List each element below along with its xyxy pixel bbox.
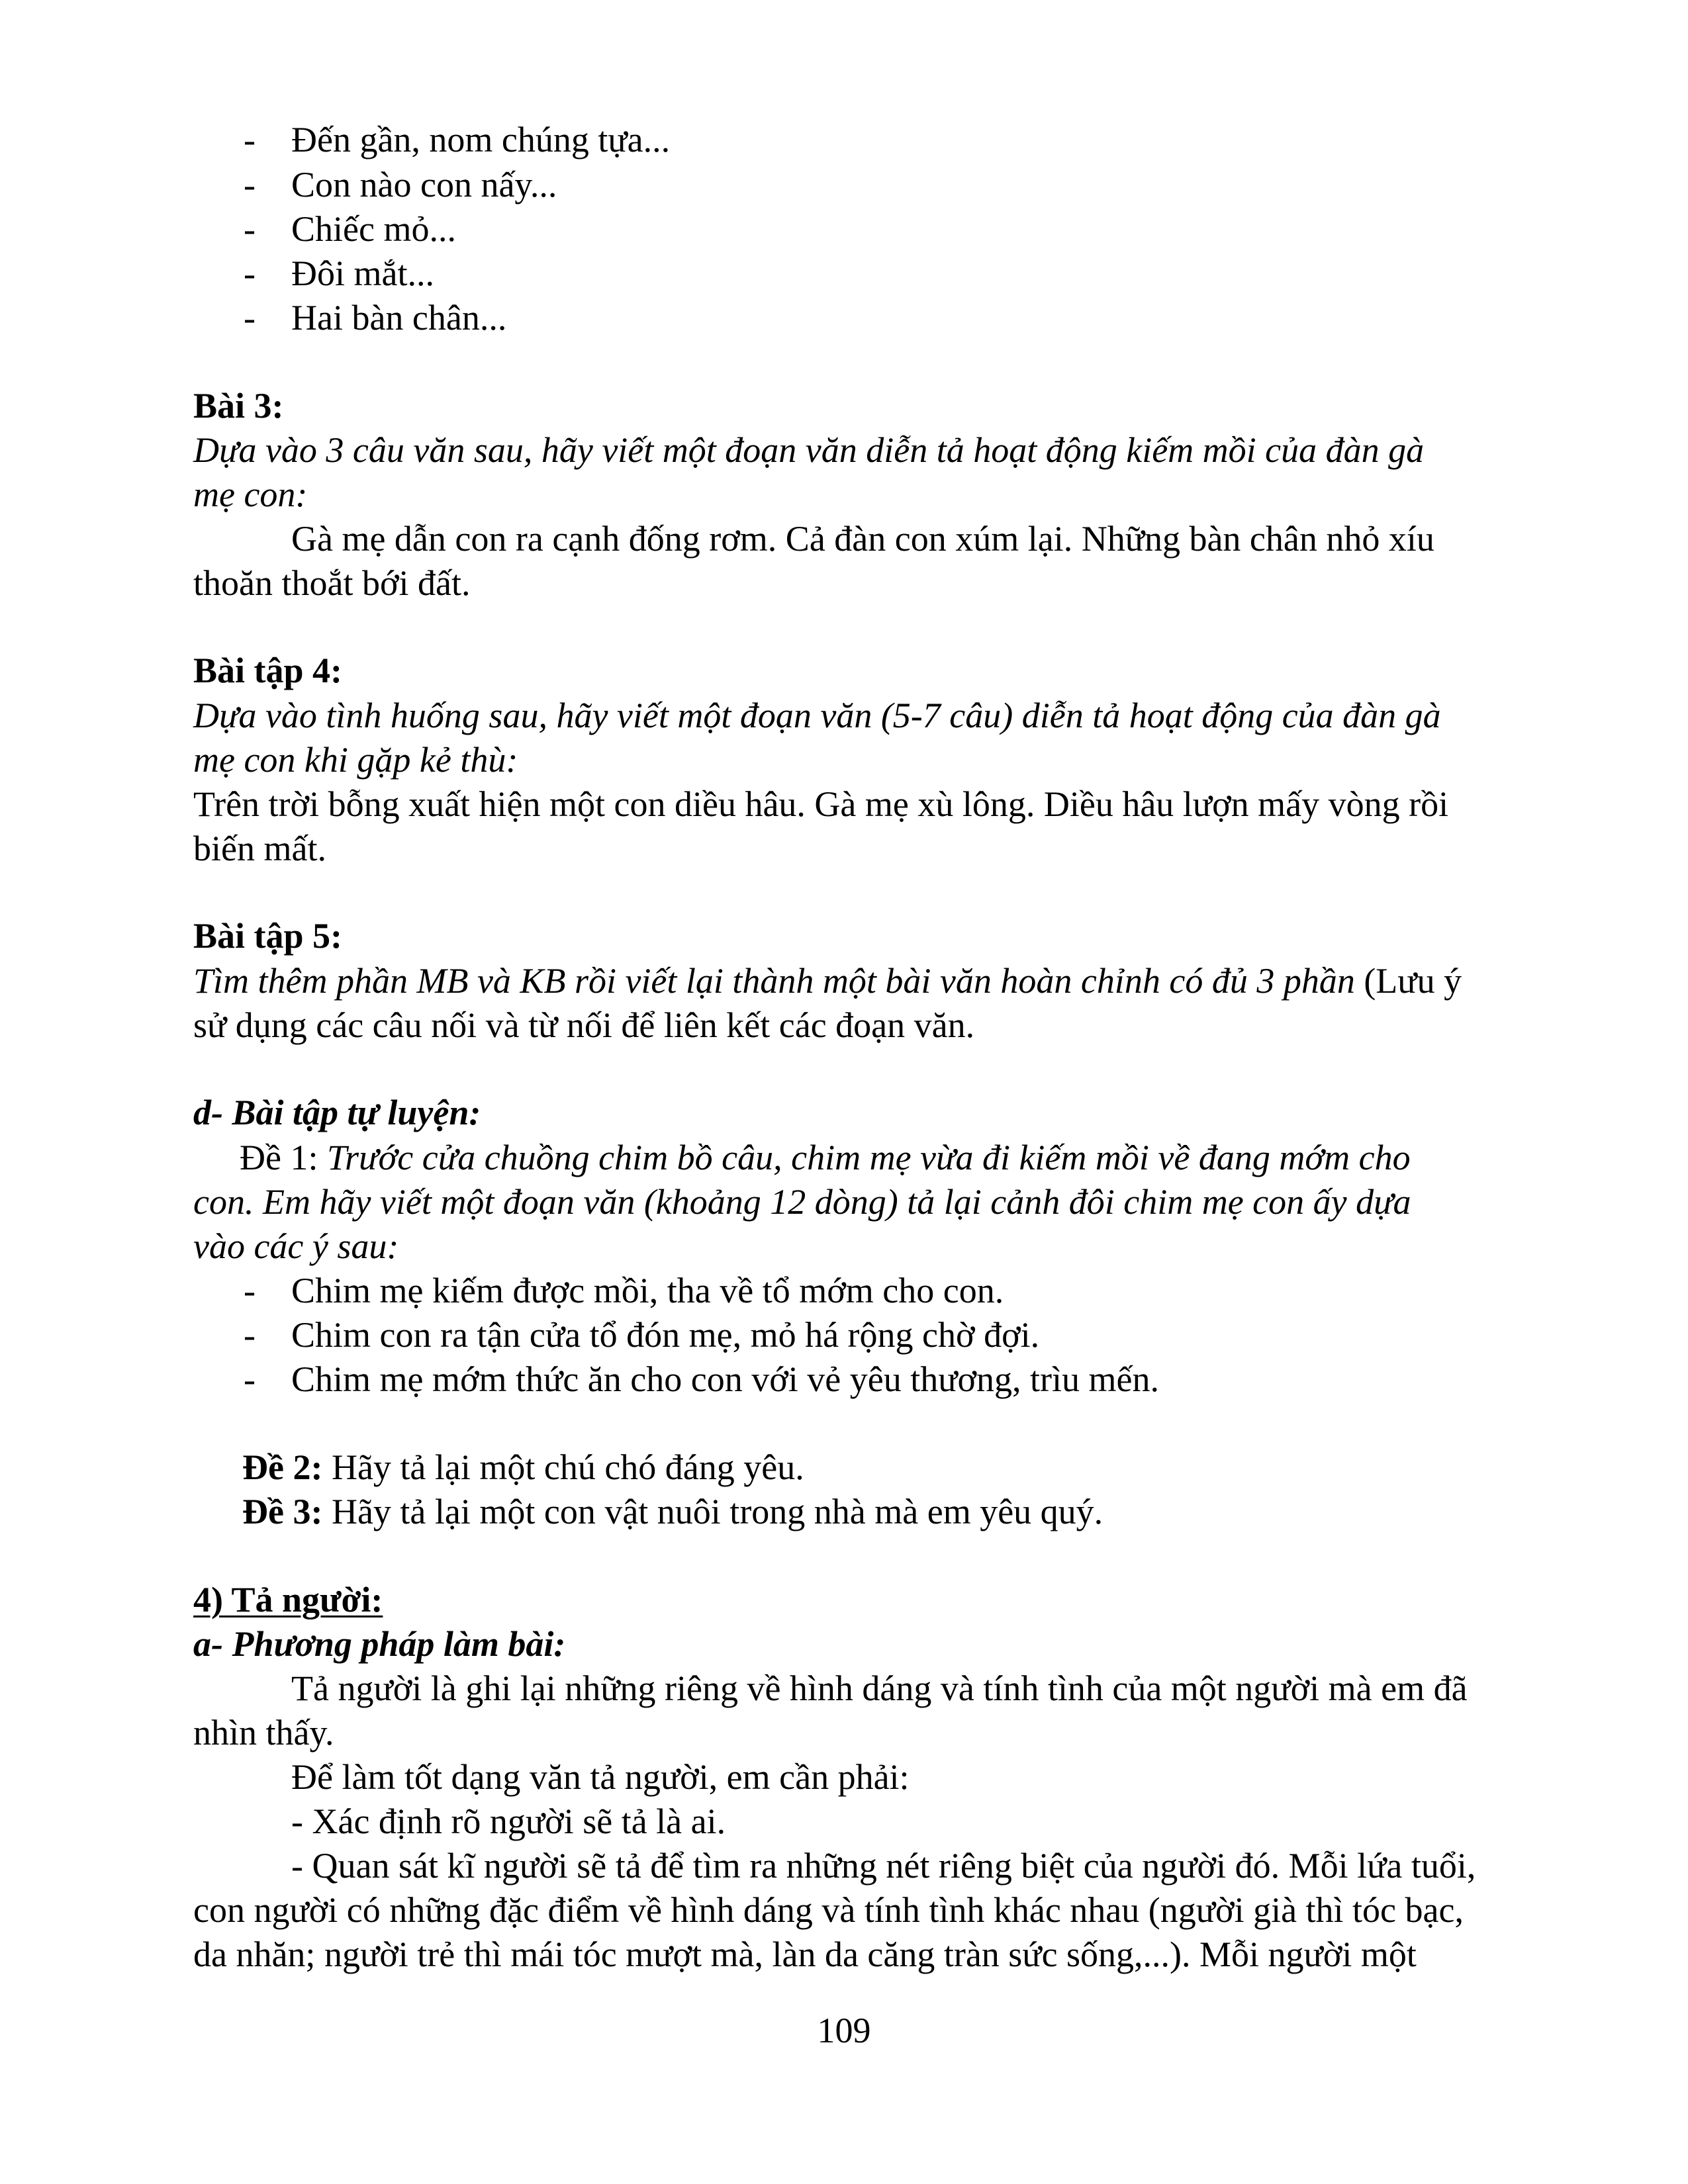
- exercise-3-heading: Bài 3:: [193, 386, 284, 426]
- paragraph: Tả người là ghi lại những riêng về hình dáng và tính tình của một người mà em đã: [291, 1668, 1468, 1708]
- exercise-3-text: thoăn thoắt bới đất.: [193, 563, 471, 603]
- exercise-4-prompt: Dựa vào tình huống sau, hãy viết một đoạn văn (5-7 câu) diễn tả hoạt động của đàn gà: [193, 696, 1441, 735]
- paragraph: con người có những đặc điểm về hình dáng và tính tình khác nhau (người già thì tóc bạc,: [193, 1890, 1464, 1930]
- paragraph: Để làm tốt dạng văn tả người, em cần phải:: [291, 1757, 910, 1797]
- topic-1-text: vào các ý sau:: [193, 1226, 399, 1266]
- paragraph: nhìn thấy.: [193, 1713, 334, 1752]
- topic-1: Đề 1: Trước cửa chuồng chim bồ câu, chim mẹ vừa đi kiếm mồi về đang mớm cho: [240, 1138, 1411, 1177]
- exercise-3-text: Gà mẹ dẫn con ra cạnh đống rơm. Cả đàn con xúm lại. Những bàn chân nhỏ xíu: [291, 519, 1434, 559]
- exercise-4-prompt: mẹ con khi gặp kẻ thù:: [193, 740, 518, 780]
- exercise-4-heading: Bài tập 4:: [193, 651, 343, 690]
- section-heading: 4) Tả người:: [193, 1580, 383, 1619]
- exercise-5-prompt: Tìm thêm phần MB và KB rồi viết lại thành một bài văn hoàn chỉnh có đủ 3 phần (Lưu ý: [193, 961, 1462, 1001]
- paragraph: da nhăn; người trẻ thì mái tóc mượt mà, làn da căng tràn sức sống,...). Mỗi người một: [193, 1934, 1417, 1974]
- exercise-4-text: biến mất.: [193, 829, 326, 868]
- exercise-3-prompt: mẹ con:: [193, 475, 308, 514]
- self-practice-heading: d- Bài tập tự luyện:: [193, 1093, 481, 1132]
- paragraph: - Xác định rõ người sẽ tả là ai.: [291, 1801, 726, 1841]
- topic-2: Đề 2: Hãy tả lại một chú chó đáng yêu.: [242, 1447, 804, 1487]
- method-heading: a- Phương pháp làm bài:: [193, 1624, 566, 1664]
- exercise-3-prompt: Dựa vào 3 câu văn sau, hãy viết một đoạn văn diễn tả hoạt động kiếm mồi của đàn gà: [193, 430, 1425, 470]
- exercise-5-text: sử dụng các câu nối và từ nối để liên kết các đoạn văn.: [193, 1005, 975, 1045]
- topic-3: Đề 3: Hãy tả lại một con vật nuôi trong nhà mà em yêu quý.: [242, 1492, 1103, 1531]
- exercise-4-text: Trên trời bỗng xuất hiện một con diều hâu. Gà mẹ xù lông. Diều hâu lượn mấy vòng rồi: [193, 784, 1449, 824]
- page-number: 109: [817, 2011, 871, 2050]
- paragraph: - Quan sát kĩ người sẽ tả để tìm ra những nét riêng biệt của người đó. Mỗi lứa tuổi,: [291, 1846, 1476, 1886]
- exercise-5-heading: Bài tập 5:: [193, 916, 343, 956]
- topic-1-text: con. Em hãy viết một đoạn văn (khoảng 12 dòng) tả lại cảnh đôi chim mẹ con ấy dựa: [193, 1182, 1411, 1222]
- document-page: - Đến gần, nom chúng tựa... - Con nào con nấy... - Chiếc mỏ... - Đôi mắt... - Hai bàn chân... Bài 3: Dựa vào 3 câu văn sau, hãy viết một đoạn văn diễn tả hoạt động kiếm mồi của đàn gà mẹ con: Gà mẹ dẫn con ra cạnh đống rơm. Cả đàn con xúm lại. Những bàn chân nhỏ xíu thoăn thoắt bới đất. Bài tập 4: Dựa vào tình huống sau, hãy viết một đoạn văn (5-7 câu) diễn tả hoạt động của đàn gà mẹ con khi gặp kẻ thù: Trên trời bỗng xuất hiện một con diều hâu. Gà mẹ xù lông. Diều hâu lượn mấy vòng rồi biến mất. Bài tập 5: Tìm thêm phần MB và KB rồi viết lại thành một bài văn hoàn chỉnh có đủ 3 phần (Lưu ý sử dụng các câu nối và từ nối để liên kết các đoạn văn. d- Bài tập tự luyện: Đề 1: Trước cửa chuồng chim bồ câu, chim mẹ vừa đi kiếm mồi về đang mớm cho con. Em hãy viết một đoạn văn (khoảng 12 dòng) tả lại cảnh đôi chim mẹ con ấy dựa vào các ý sau: - Chim mẹ kiếm được mồi, tha về tổ mớm cho con. - Chim con ra tận cửa tổ đón mẹ, mỏ há rộng chờ đợi. - Chim mẹ mớm thức ăn cho con với vẻ yêu thương, trìu mến. Đề 2: Hãy tả lại một chú chó đáng yêu. Đề 3: Hãy tả lại một con vật nuôi trong nhà mà em yêu quý. 4) Tả người: a- Phương pháp làm bài: Tả người là ghi lại những riêng về hình dáng và tính tình của một người mà em đã nhìn thấy. Để làm tốt dạng văn tả người, em cần phải: - Xác định rõ người sẽ tả là ai. - Quan sát kĩ người sẽ tả để tìm ra những nét riêng biệt của người đó. Mỗi lứa tuổi, con người có những đặc điểm về hình dáng và tính tình khác nhau (người già thì tóc bạc, da nhăn; người trẻ thì mái tóc mượt mà, làn da căng tràn sức sống,...). Mỗi người một 109: [0, 0, 1688, 2184]
